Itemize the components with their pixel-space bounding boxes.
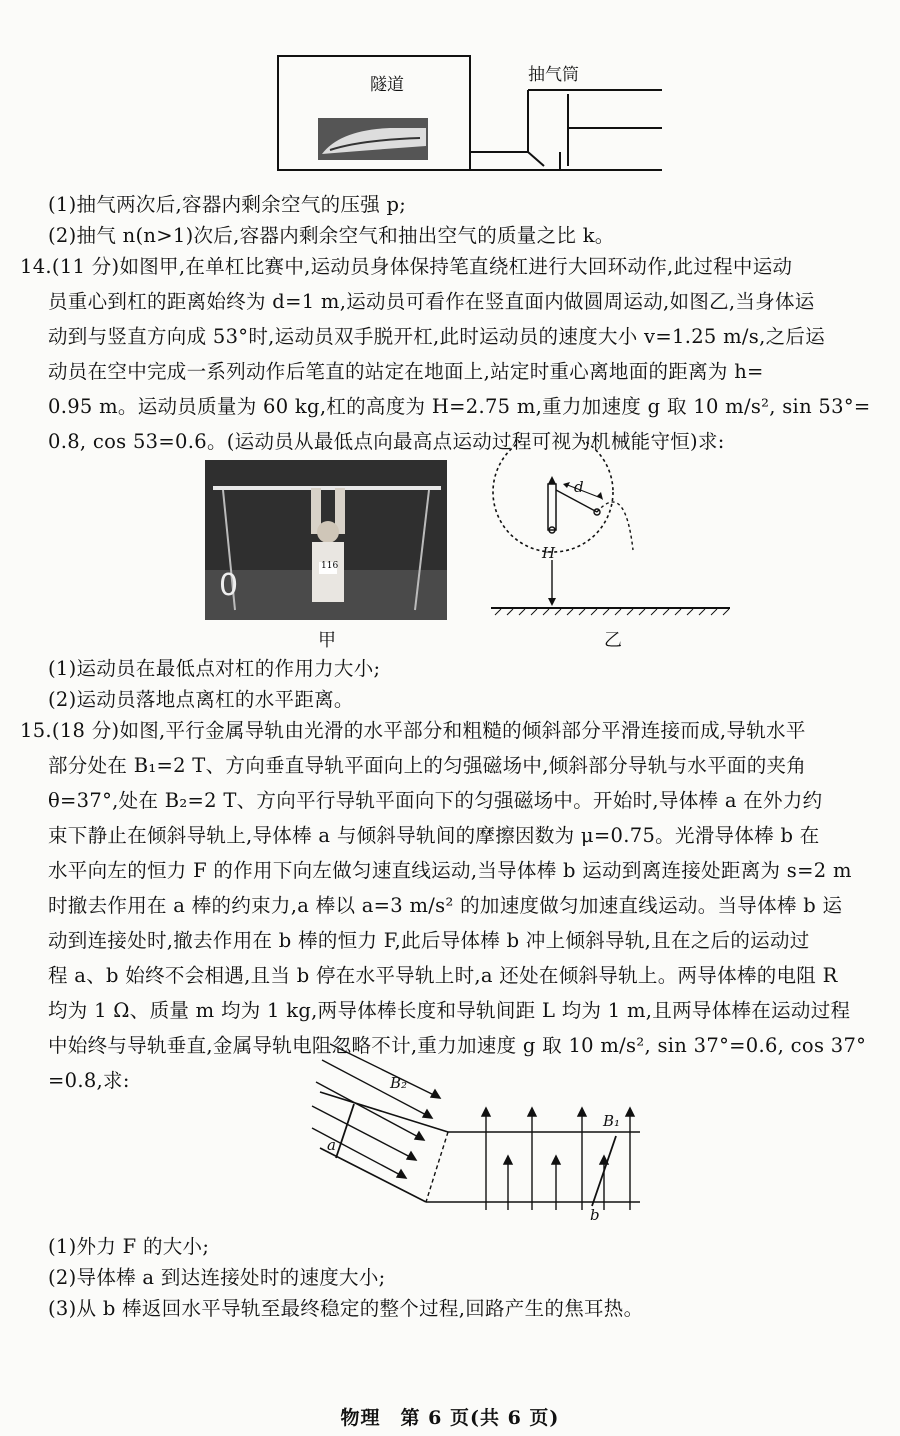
q15-line: 水平向左的恒力 F 的作用下向左做匀速直线运动,当导体棒 b 运动到离连接处距离为 s=2 m: [48, 859, 852, 882]
label-a: a: [327, 1136, 336, 1154]
q15-sub3: (3)从 b 棒返回水平导轨至最终稳定的整个过程,回路产生的焦耳热。: [48, 1297, 644, 1320]
q15-line: 时撤去作用在 a 棒的约束力,a 棒以 a=3 m/s² 的加速度做匀加速直线运动。当导体棒 b 运: [48, 894, 843, 917]
tunnel-pump-figure: [270, 50, 670, 175]
q14-sub2: (2)运动员落地点离杠的水平距离。: [48, 688, 354, 711]
rail-magnetic-field-diagram: [300, 1040, 650, 1220]
q14-sub1: (1)运动员在最低点对杠的作用力大小;: [48, 657, 381, 680]
q15-sub2: (2)导体棒 a 到达连接处时的速度大小;: [48, 1266, 386, 1289]
label-B1: B₁: [603, 1112, 621, 1130]
pump-label: 抽气筒: [528, 65, 579, 85]
gymnast-photo: [205, 460, 447, 620]
fig-yi-caption: 乙: [604, 630, 622, 651]
q14-line: 动员在空中完成一系列动作后笔直的站定在地面上,站定时重心离地面的距离为 h=: [48, 360, 764, 383]
q15-line: =0.8,求:: [48, 1069, 130, 1092]
q15-line: 程 a、b 始终不会相遇,且当 b 停在水平导轨上时,a 还处在倾斜导轨上。两导体棒的电阻 R: [48, 964, 838, 987]
q15-line: 束下静止在倾斜导轨上,导体棒 a 与倾斜导轨间的摩擦因数为 μ=0.75。光滑导体棒 b 在: [48, 824, 820, 847]
page-footer: 物理 第 6 页(共 6 页): [340, 1407, 560, 1429]
score-display: 0: [219, 568, 239, 603]
bib-number: 116: [321, 561, 339, 571]
q14-line: 员重心到杠的距离始终为 d=1 m,运动员可看作在竖直面内做圆周运动,如图乙,当身体运: [48, 290, 815, 313]
q15-line: 均为 1 Ω、质量 m 均为 1 kg,两导体棒长度和导轨间距 L 均为 1 m,且两导体棒在运动过程: [48, 999, 851, 1022]
q15-line: θ=37°,处在 B₂=2 T、方向平行导轨平面向下的匀强磁场中。开始时,导体棒 a 在外力约: [48, 789, 823, 812]
q15-line: 15.(18 分)如图,平行金属导轨由光滑的水平部分和粗糙的倾斜部分平滑连接而成,导轨水平: [20, 719, 806, 742]
q14-line: 0.8, cos 53=0.6。(运动员从最低点向最高点运动过程可视为机械能守恒)求:: [48, 430, 725, 453]
q14-line: 0.95 m。运动员质量为 60 kg,杠的高度为 H=2.75 m,重力加速度 g 取 10 m/s², sin 53°=: [48, 395, 871, 418]
q15-line: 中始终与导轨垂直,金属导轨电阻忽略不计,重力加速度 g 取 10 m/s², sin 37°=0.6, cos 37°: [48, 1034, 867, 1057]
label-B2: B₂: [390, 1074, 408, 1092]
q14-line: 14.(11 分)如图甲,在单杠比赛中,运动员身体保持笔直绕杠进行大回环动作,此过程中运动: [20, 255, 793, 278]
q13-sub2: (2)抽气 n(n>1)次后,容器内剩余空气和抽出空气的质量之比 k。: [48, 224, 615, 247]
q15-line: 动到连接处时,撤去作用在 b 棒的恒力 F,此后导体棒 b 冲上倾斜导轨,且在之后的运动过: [48, 929, 810, 952]
q15-sub1: (1)外力 F 的大小;: [48, 1235, 210, 1258]
label-d: d: [574, 478, 584, 496]
tunnel-label: 隧道: [370, 75, 404, 95]
q13-sub1: (1)抽气两次后,容器内剩余空气的压强 p;: [48, 193, 407, 216]
q15-line: 部分处在 B₁=2 T、方向垂直导轨平面向上的匀强磁场中,倾斜部分导轨与水平面的夹角: [48, 754, 807, 777]
circular-motion-diagram: [485, 440, 740, 620]
label-H: H: [542, 544, 556, 562]
q14-line: 动到与竖直方向成 53°时,运动员双手脱开杠,此时运动员的速度大小 v=1.25 m/s,之后运: [48, 325, 825, 348]
fig-jia-caption: 甲: [318, 630, 336, 651]
label-b: b: [590, 1206, 600, 1224]
